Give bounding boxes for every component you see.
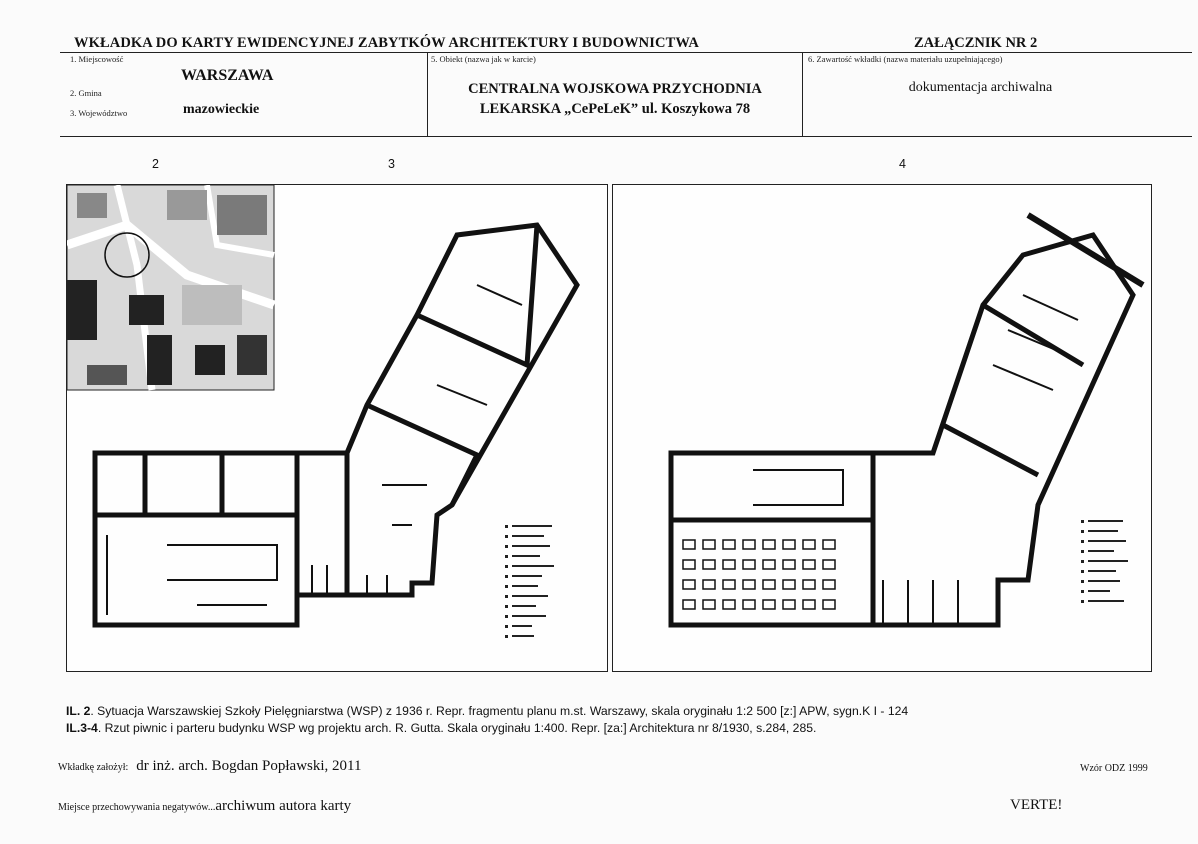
footer-storage (58, 797, 351, 815)
field-locality-label: 1. Miejscowość (70, 54, 124, 64)
ground-seating (683, 540, 835, 609)
field-voivodeship-label: 3. Województwo (70, 108, 128, 118)
header-rule-bottom (60, 136, 1192, 137)
caption-il3-4-text: . Rzut piwnic i parteru budynku WSP wg projektu arch. R. Gutta. Skala oryginału 1:400. Repr. [za:] Architektura nr 8/1930, s.284, 285. (97, 721, 817, 735)
field-contents-value: dokumentacja archiwalna (908, 80, 1053, 95)
field-voivodeship-value: mazowieckie (183, 102, 260, 117)
figure-number-2: 2 (152, 157, 159, 171)
caption-il2-tag: IL. 2 (66, 704, 91, 718)
annex-number: ZAŁĄCZNIK NR 2 (914, 35, 1038, 51)
field-object-value (428, 79, 802, 119)
footer-storage-value: archiwum autora karty (215, 798, 352, 814)
plan-panel-ground-floor (612, 184, 1152, 672)
figure-number-4: 4 (899, 157, 906, 171)
field-contents-label: 6. Zawartość wkładki (nazwa materiału uzupełniającego) (808, 54, 1003, 64)
caption-il2 (66, 703, 1166, 720)
figure-number-3: 3 (388, 157, 395, 171)
caption-il2-text: . Sytuacja Warszawskiej Szkoły Pielęgniarstwa (WSP) z 1936 r. Repr. fragmentu planu m.st. Warszawy, skala oryginału 1:2 500 [z:] APW, sygn.K I - 124 (90, 704, 909, 718)
field-object-label: 5. Obiekt (nazwa jak w karcie) (431, 54, 536, 64)
document-title: WKŁADKA DO KARTY EWIDENCYJNEJ ZABYTKÓW ARCHITEKTURY I BUDOWNICTWA (74, 35, 699, 51)
caption-il3-4-tag: IL.3-4 (66, 721, 98, 735)
footer-verte: VERTE! (1010, 797, 1063, 813)
footer-author (58, 757, 362, 775)
ground-floor-plan-drawing (613, 185, 1151, 671)
field-locality-value: WARSZAWA (181, 67, 274, 84)
object-name-line1: CENTRALNA WOJSKOWA PRZYCHODNIA (468, 81, 762, 97)
basement-plan-drawing (67, 185, 607, 671)
plan-panel-basement (66, 184, 608, 672)
ground-walls (671, 235, 1133, 625)
basement-legend (505, 525, 554, 638)
footer-author-value: dr inż. arch. Bogdan Popławski, 2011 (136, 758, 362, 774)
site-map-inset (67, 185, 274, 390)
header-rule-top (60, 52, 1192, 53)
object-name-line2: LEKARSKA „CePeLeK” ul. Koszykowa 78 (479, 101, 751, 117)
field-commune-label: 2. Gmina (70, 88, 102, 98)
caption-il3-4 (66, 720, 1166, 737)
ground-legend (1081, 520, 1128, 603)
footer-storage-label: Miejsce przechowywania negatywów... (58, 802, 216, 813)
footer-author-label: Wkładkę założył: (58, 762, 129, 773)
footer-pattern: Wzór ODZ 1999 (1080, 763, 1148, 774)
